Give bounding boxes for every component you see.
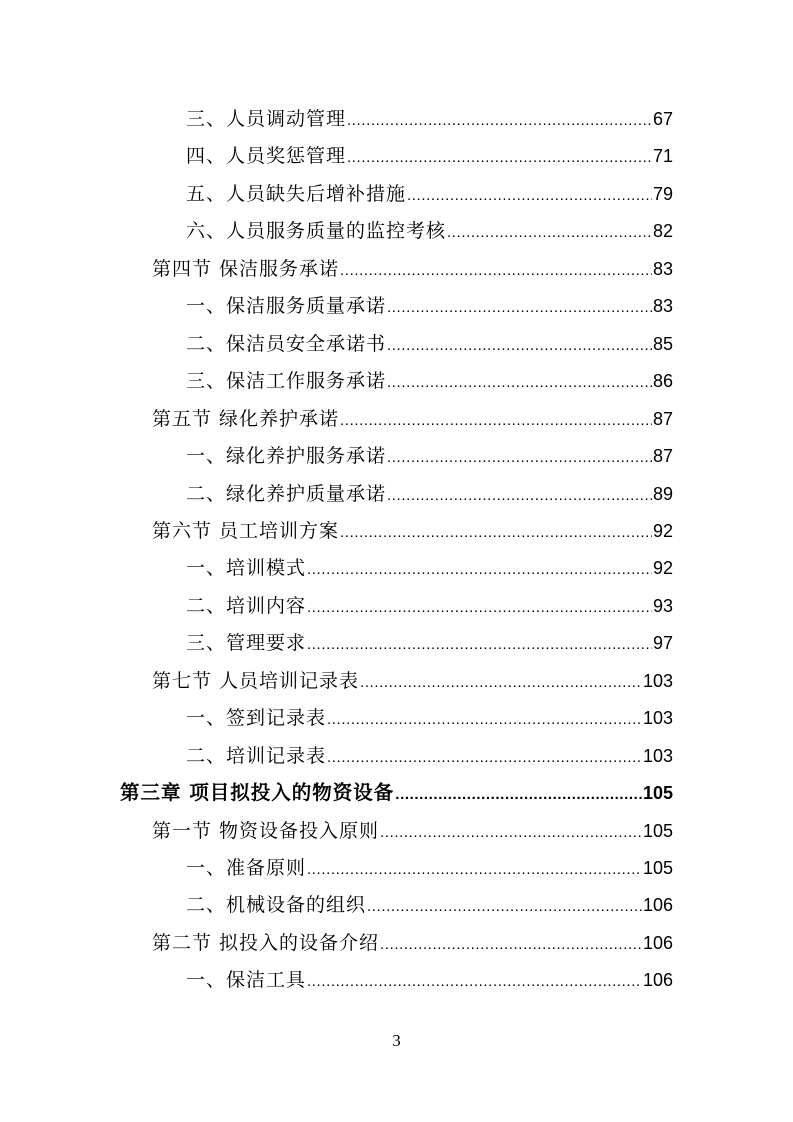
dot-leader bbox=[347, 147, 652, 169]
toc-entry-page: 79 bbox=[652, 183, 673, 204]
toc-entry[interactable] bbox=[186, 892, 673, 918]
dot-leader bbox=[340, 522, 652, 544]
dot-leader bbox=[360, 672, 642, 694]
toc-entry[interactable] bbox=[152, 406, 673, 432]
dot-leader bbox=[387, 335, 652, 357]
toc-entry[interactable] bbox=[186, 967, 673, 993]
toc-entry-title: 第三章 项目拟投入的物资设备 bbox=[120, 781, 395, 805]
toc-entry[interactable] bbox=[186, 855, 673, 881]
toc-entry-title: 四、人员奖惩管理 bbox=[186, 145, 347, 168]
toc-entry-page: 97 bbox=[652, 633, 673, 654]
toc-entry[interactable] bbox=[186, 218, 673, 244]
toc-entry-title: 二、保洁员安全承诺书 bbox=[186, 332, 387, 355]
toc-entry[interactable] bbox=[186, 593, 673, 619]
toc-entry[interactable] bbox=[152, 818, 673, 844]
toc-entry[interactable] bbox=[186, 481, 673, 507]
toc-entry-title: 二、培训内容 bbox=[186, 594, 307, 617]
toc-entry[interactable] bbox=[186, 555, 673, 581]
dot-leader bbox=[387, 485, 652, 507]
toc-entry-page: 105 bbox=[642, 820, 673, 841]
toc-entry-title: 一、保洁工具 bbox=[186, 969, 307, 992]
toc-entry[interactable] bbox=[186, 368, 673, 394]
toc-entry[interactable] bbox=[152, 518, 673, 544]
toc-entry-title: 六、人员服务质量的监控考核 bbox=[186, 220, 447, 243]
toc-entry-page: 103 bbox=[642, 708, 673, 729]
toc-entry[interactable] bbox=[186, 181, 673, 207]
toc-entry-page: 67 bbox=[652, 109, 673, 129]
toc-entry-title: 第六节 员工培训方案 bbox=[152, 519, 340, 542]
toc-entry[interactable] bbox=[186, 293, 673, 319]
toc-entry-page: 71 bbox=[652, 146, 673, 167]
dot-leader bbox=[307, 971, 642, 993]
toc-entry-title: 一、保洁服务质量承诺 bbox=[186, 295, 387, 318]
toc-entry-title: 二、培训记录表 bbox=[186, 744, 327, 767]
dot-leader bbox=[387, 447, 652, 469]
toc-entry[interactable] bbox=[186, 743, 673, 769]
toc-entry-title: 第五节 绿化养护承诺 bbox=[152, 407, 340, 430]
toc-entry-page: 105 bbox=[642, 858, 673, 878]
dot-leader bbox=[395, 784, 642, 806]
dot-leader bbox=[307, 634, 652, 656]
dot-leader bbox=[307, 597, 652, 619]
toc-entry-page: 87 bbox=[652, 408, 673, 429]
dot-leader bbox=[307, 559, 652, 581]
toc-entry-title: 二、绿化养护质量承诺 bbox=[186, 482, 387, 505]
dot-leader bbox=[380, 934, 642, 956]
dot-leader bbox=[340, 260, 652, 282]
toc-entry-page: 106 bbox=[642, 895, 673, 916]
toc-entry[interactable] bbox=[186, 331, 673, 357]
toc-entry-title: 五、人员缺失后增补措施 bbox=[186, 182, 407, 205]
toc-entry[interactable] bbox=[152, 930, 673, 956]
toc-entry-page: 105 bbox=[642, 783, 673, 804]
toc-entry[interactable] bbox=[186, 106, 673, 132]
toc-entry-page: 83 bbox=[652, 296, 673, 317]
dot-leader bbox=[340, 410, 652, 432]
dot-leader bbox=[380, 822, 642, 844]
toc-entry-page: 89 bbox=[652, 483, 673, 504]
dot-leader bbox=[367, 896, 642, 918]
toc-entry-page: 92 bbox=[652, 520, 673, 541]
toc-entry-title: 一、准备原则 bbox=[186, 857, 307, 879]
toc-entry-page: 92 bbox=[652, 558, 673, 579]
toc-entry-page: 106 bbox=[642, 932, 673, 953]
toc-entry-page: 106 bbox=[642, 970, 673, 991]
dot-leader bbox=[447, 222, 652, 244]
toc-entry[interactable] bbox=[186, 443, 673, 469]
dot-leader bbox=[387, 297, 652, 319]
toc-entry-title: 三、管理要求 bbox=[186, 632, 307, 655]
dot-leader bbox=[347, 110, 652, 132]
page-number: 3 bbox=[392, 1031, 401, 1050]
toc-entry-title: 二、机械设备的组织 bbox=[186, 894, 367, 917]
toc-entry-title: 一、培训模式 bbox=[186, 557, 307, 580]
toc-entry-title: 一、绿化养护服务承诺 bbox=[186, 445, 387, 468]
toc-entry-title: 第七节 人员培训记录表 bbox=[152, 669, 360, 692]
toc-entry-page: 103 bbox=[642, 745, 673, 766]
toc-entry[interactable] bbox=[186, 705, 673, 731]
toc-entry-title: 第二节 拟投入的设备介绍 bbox=[152, 931, 380, 954]
toc-entry-page: 83 bbox=[652, 258, 673, 279]
toc-entry-title: 第四节 保洁服务承诺 bbox=[152, 257, 340, 280]
toc-entry-page: 85 bbox=[652, 333, 673, 354]
toc-entry-page: 93 bbox=[652, 595, 673, 616]
toc-entry-page: 103 bbox=[642, 670, 673, 691]
toc-entry[interactable] bbox=[152, 668, 673, 694]
toc-entry-page: 87 bbox=[652, 446, 673, 467]
toc-entry[interactable] bbox=[120, 780, 673, 806]
dot-leader bbox=[407, 185, 652, 207]
toc-entry[interactable] bbox=[186, 630, 673, 656]
toc-entry-title: 一、签到记录表 bbox=[186, 707, 327, 730]
dot-leader bbox=[327, 747, 642, 769]
toc-entry-title: 三、人员调动管理 bbox=[186, 108, 347, 130]
dot-leader bbox=[387, 372, 652, 394]
toc-entry-title: 三、保洁工作服务承诺 bbox=[186, 370, 387, 393]
dot-leader bbox=[327, 709, 642, 731]
toc-entry-page: 82 bbox=[652, 221, 673, 242]
toc-entry-title: 第一节 物资设备投入原则 bbox=[152, 819, 380, 842]
toc-entry[interactable] bbox=[152, 256, 673, 282]
dot-leader bbox=[307, 859, 642, 881]
toc-entry[interactable] bbox=[186, 143, 673, 169]
toc-entry-page: 86 bbox=[652, 371, 673, 392]
